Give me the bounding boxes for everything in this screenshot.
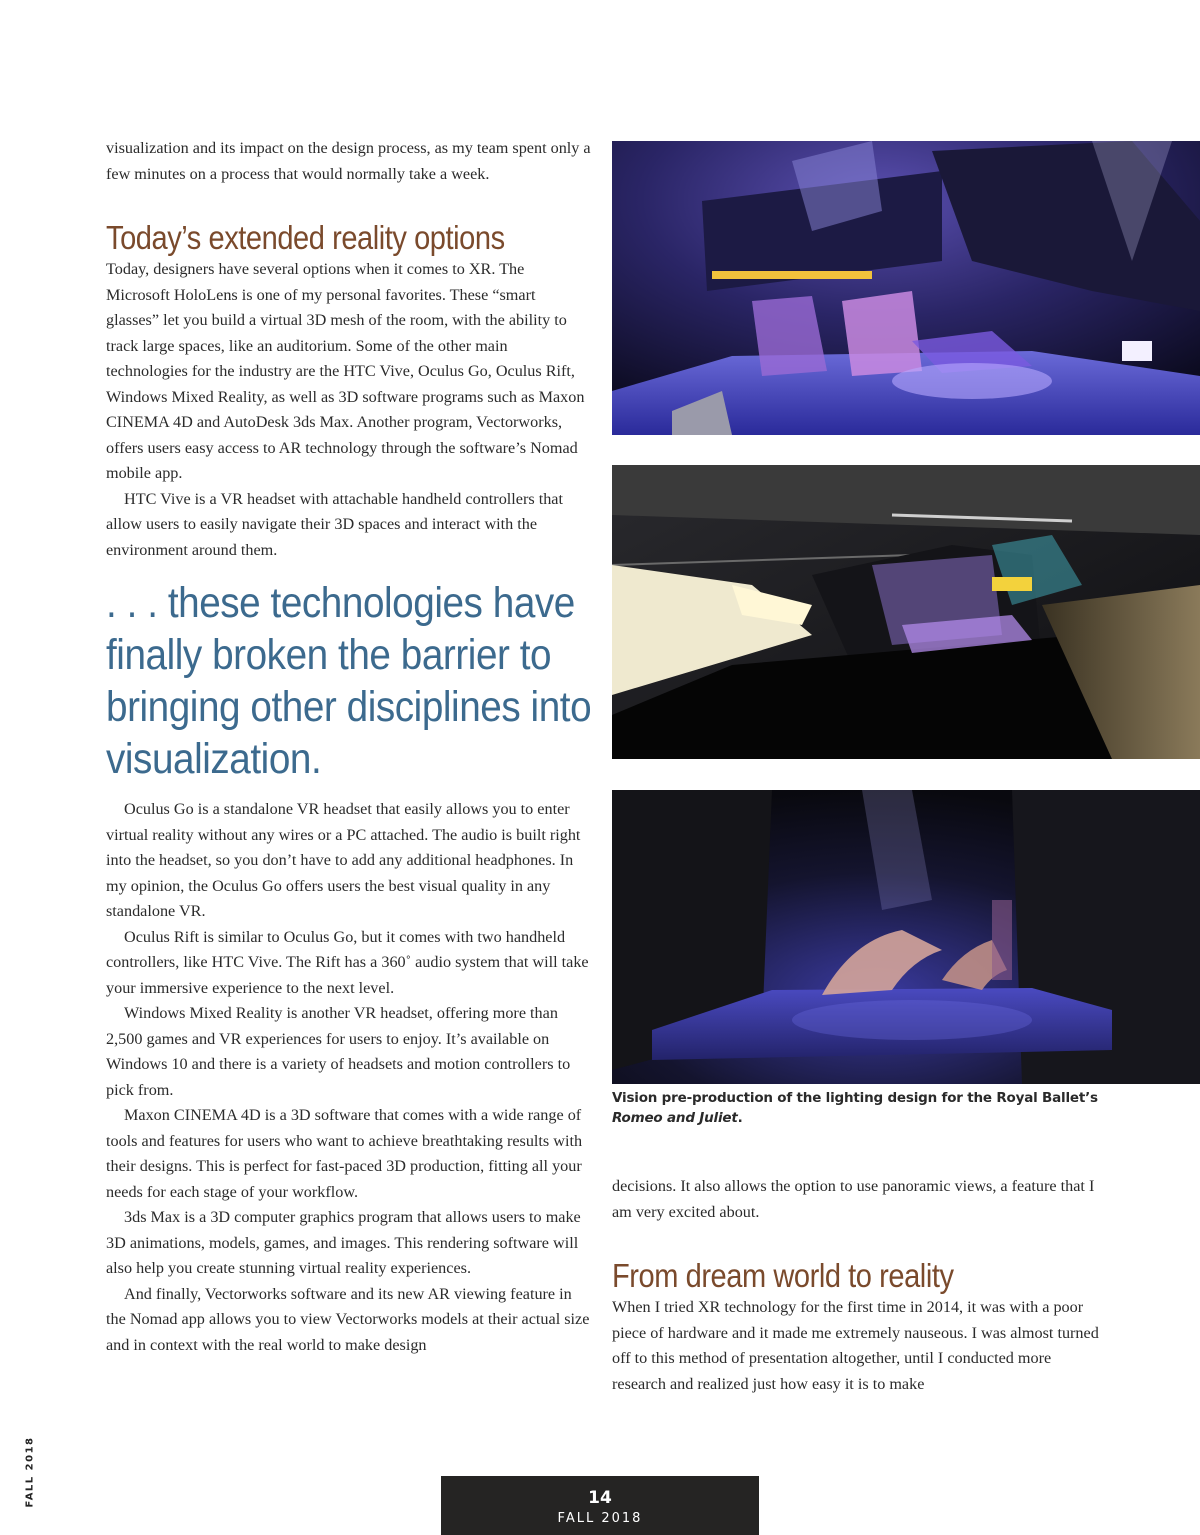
paragraph-cinema-4d: Maxon CINEMA 4D is a 3D software that comes with a wide range of tools and features for users who want to achieve breathtaking results with their designs. This is perfect for fast-paced 3D production, fitting all your needs for each stage of your workflow. [106,1106,583,1201]
stage-render-photo-3 [612,790,1200,1084]
stage-render-photo-2 [612,465,1200,759]
paragraph-vectorworks: And finally, Vectorworks software and its new AR viewing feature in the Nomad app allows you to view Vectorworks models at their actual size and in context with the real world to make design [106,1284,590,1354]
caption-end: . [737,1110,743,1126]
side-issue-label [24,1436,50,1508]
paragraph-dream-world: When I tried XR technology for the first time in 2014, it was with a poor piece of hardware and it made me extremely nauseous. I was almost turned off to this method of presentation altogether, until I conducted more research and realized just how easy it is to make [612,1298,1099,1393]
paragraph-3ds-max: 3ds Max is a 3D computer graphics program that allows users to make 3D animations, models, games, and images. This rendering software will also help you create stunning virtual reality experiences. [106,1208,581,1277]
paragraph-xr-options: Today, designers have several options when it comes to XR. The Microsoft HoloLens is one of my personal favorites. These “smart glasses” let you build a virtual 3D mesh of the room, with the ability to track large spaces, like an auditorium. Some of the other main technologies for the industry are the HTC Vive, Oculus Go, Oculus Rift, Windows Mixed Reality, as well as 3D software programs such as Maxon CINEMA 4D and AutoDesk 3ds Max. Another program, Vectorworks, offers users easy access to AR technology through the software’s Nomad mobile app. [106,260,585,482]
paragraph-oculus-rift: Oculus Rift is similar to Oculus Go, but it comes with two handheld controllers, like HTC Vive. The Rift has a 360˚ audio system that will take your immersive experience to the next level. [106,927,589,997]
section-heading-dream-world: From dream world to reality [612,1257,954,1294]
paragraph-htc-vive: HTC Vive is a VR headset with attachable handheld controllers that allow users to easily navigate their 3D spaces and interact with the environment around them. [106,489,563,559]
footer-issue: FALL 2018 [557,1511,643,1526]
right-column [612,1174,1100,1397]
section-heading-xr-options: Today’s extended reality options [106,219,505,256]
page-footer [441,1476,759,1535]
side-issue-text: FALL 2018 [24,1436,36,1508]
left-column [106,136,592,1358]
stage-render-photo-1 [612,141,1200,435]
page-number: 14 [588,1488,612,1508]
intro-paragraph: visualization and its impact on the design process, as my team spent only a few minutes on a process that would normally take a week. [106,139,591,183]
caption-text: Vision pre-production of the lighting design for the Royal Ballet’s [612,1090,1098,1106]
photo-caption [612,1088,1112,1128]
paragraph-decisions: decisions. It also allows the option to use panoramic views, a feature that I am very excited about. [612,1177,1095,1221]
pull-quote: . . . these technologies have finally broken the barrier to bringing other disciplines into visualization. [106,579,592,783]
paragraph-windows-mr: Windows Mixed Reality is another VR headset, offering more than 2,500 games and VR experiences for users to enjoy. It’s available on Windows 10 and there is a variety of headsets and motion controllers to pick from. [106,1004,571,1099]
caption-title-italic: Romeo and Juliet [612,1110,738,1126]
paragraph-oculus-go: Oculus Go is a standalone VR headset that easily allows you to enter virtual reality without any wires or a PC attached. The audio is built right into the headset, so you don’t have to add any additional headphones. In my opinion, the Oculus Go offers users the best visual quality in any standalone VR. [106,800,581,920]
